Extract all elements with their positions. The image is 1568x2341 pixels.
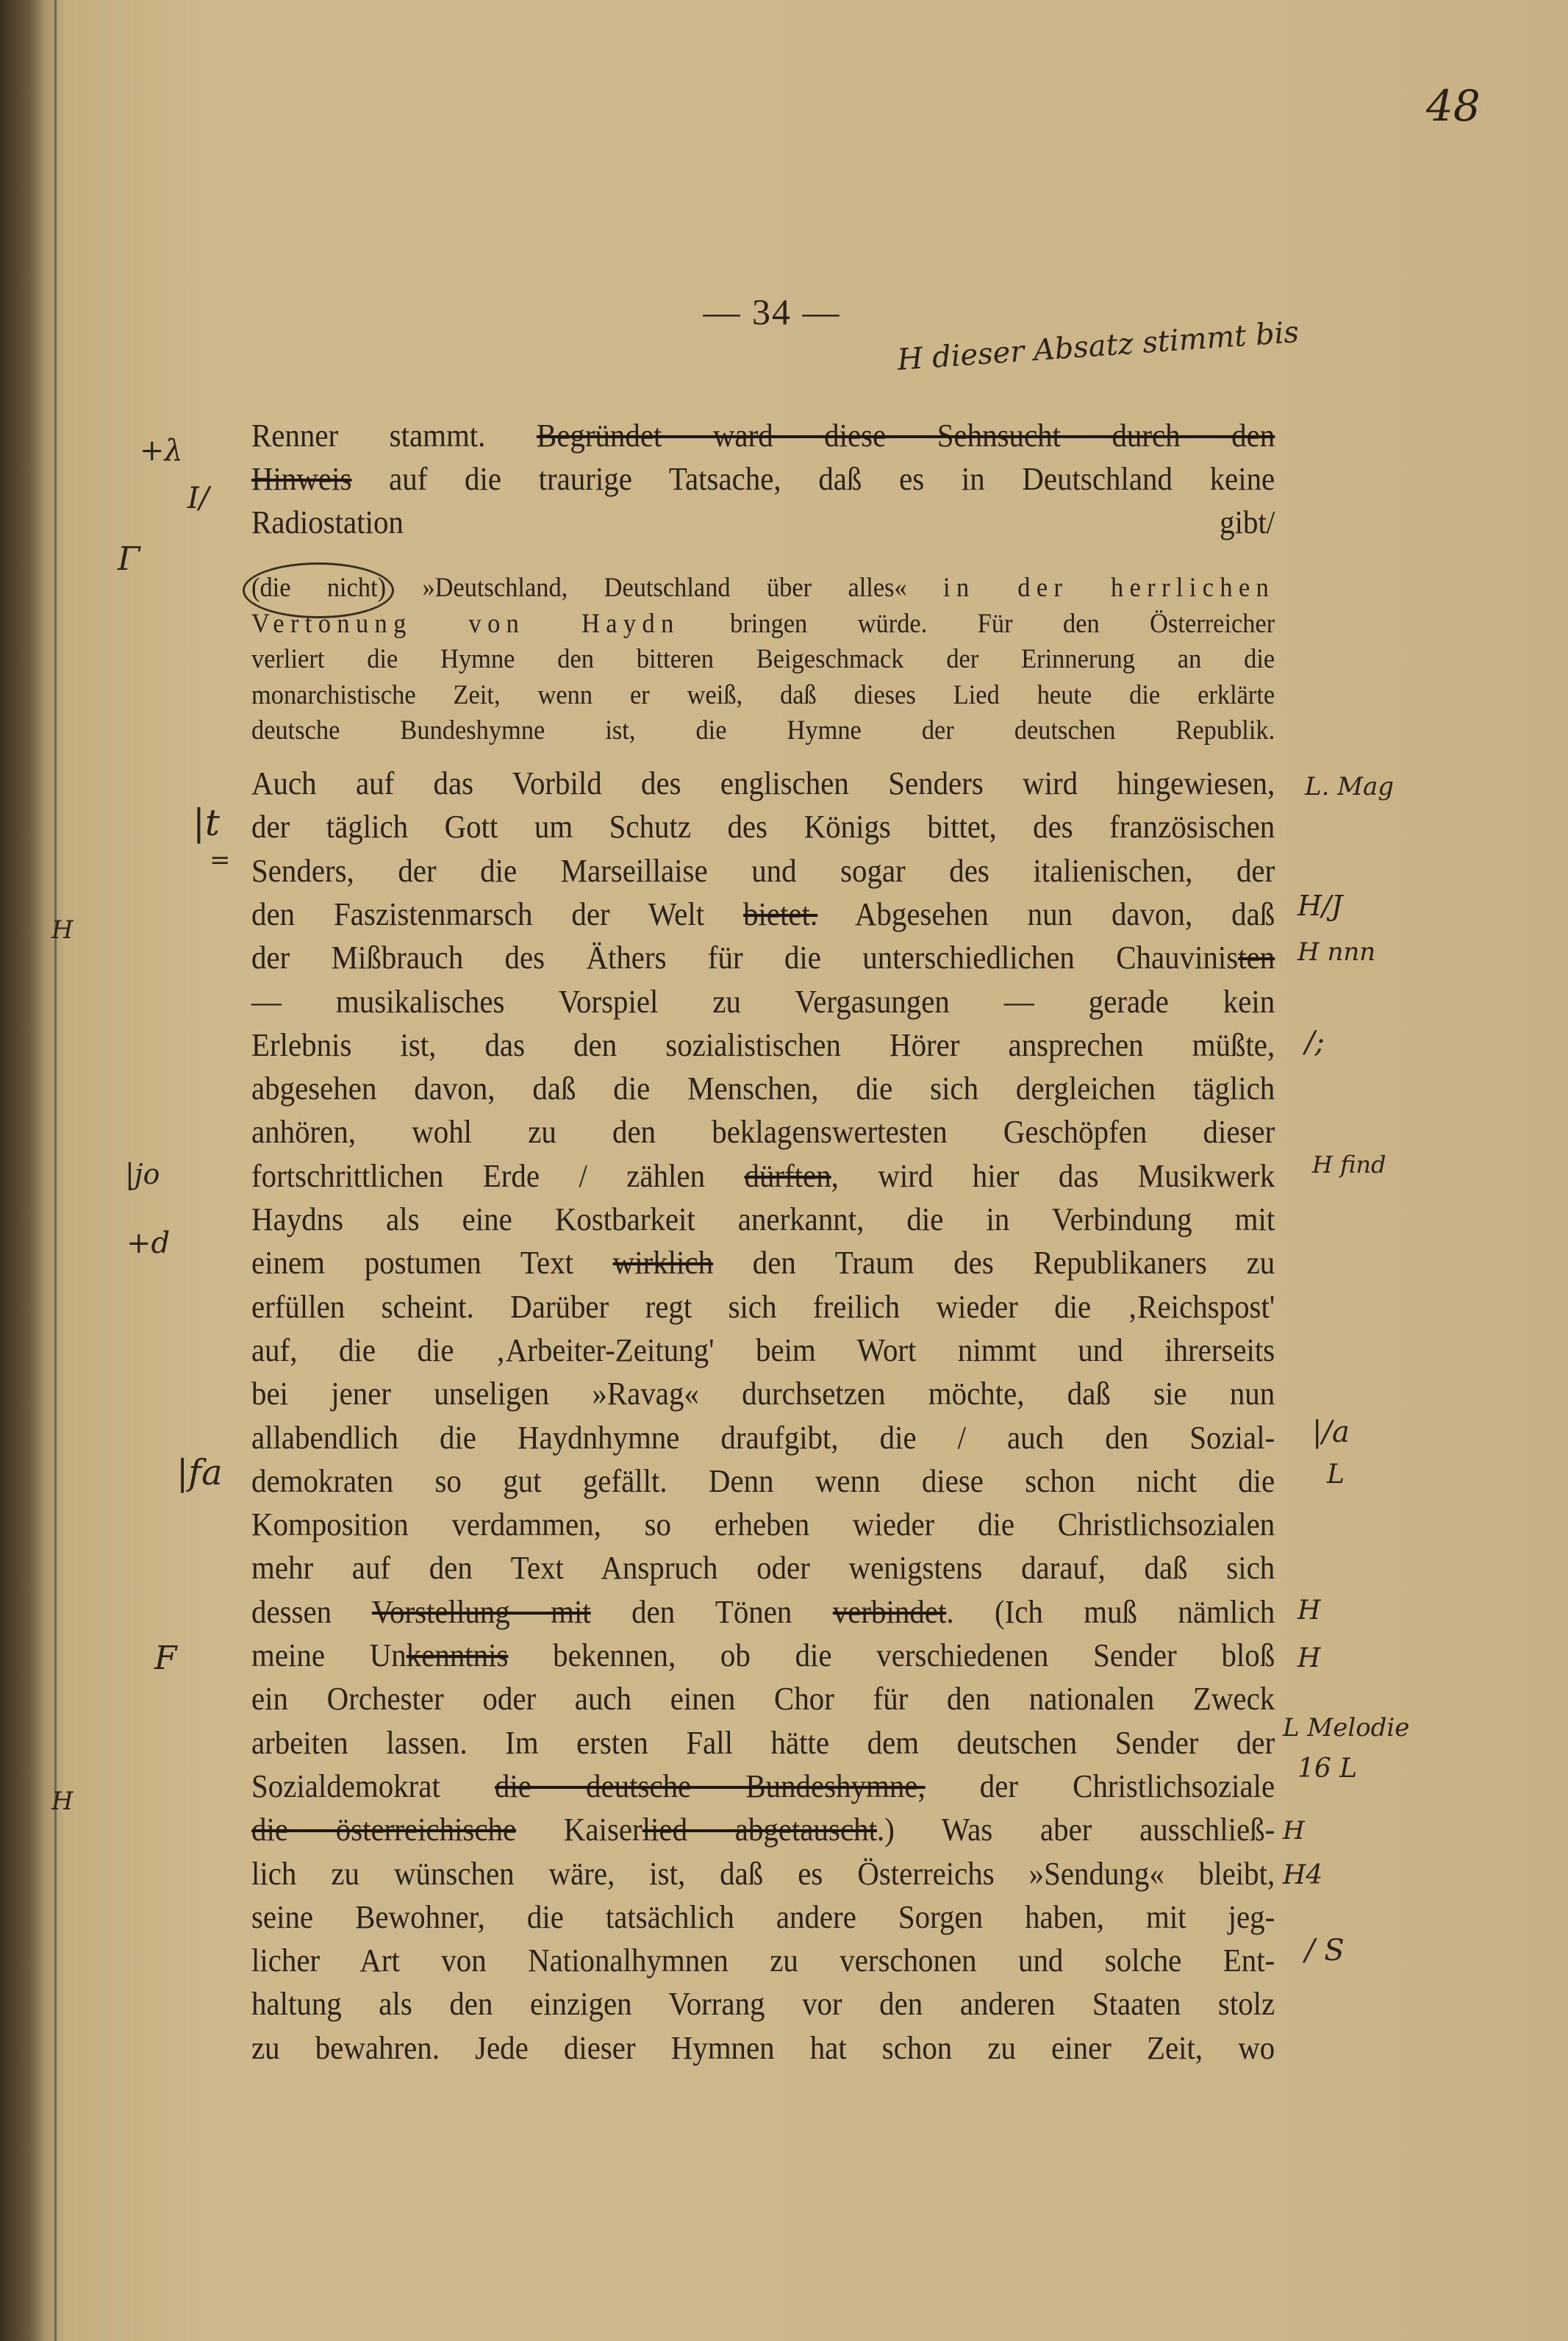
text-segment: bekennen, ob die verschiedenen Sender bloß	[508, 1637, 1275, 1673]
struck-text: Hinweis	[251, 461, 352, 497]
text-line	[251, 850, 1275, 893]
text-line	[251, 1155, 1275, 1198]
struck-text: bietet.	[743, 896, 818, 932]
text-line	[251, 981, 1275, 1023]
text-line	[251, 1198, 1275, 1241]
struck-text: lied abgetauscht	[642, 1812, 877, 1848]
text-line	[251, 2027, 1275, 2070]
text-segment: auf, die die ‚Arbeiter-Zeitung' beim Wort nimmt und ihrerseits	[251, 1332, 1275, 1368]
handwritten-margin-note: L Melodie	[1283, 1713, 1410, 1743]
text-line	[251, 642, 1275, 677]
page-number: — 34 —	[703, 291, 841, 332]
text-line	[251, 1678, 1275, 1720]
text-segment: — musikalisches Vorspiel zu Vergasungen — gerade kein	[251, 983, 1275, 1020]
text-segment: abgesehen davon, daß die Menschen, die sich dergleichen täglich	[251, 1071, 1275, 1107]
handwritten-margin-note: 16 L	[1297, 1754, 1358, 1784]
text-segment: verliert die Hymne den bitteren Beigeschmack der Erinnerung an die	[251, 644, 1275, 674]
text-segment: Renner stammt.	[251, 418, 537, 454]
text-segment: zu bewahren. Jede dieser Hymnen hat schon zu einer Zeit, wo	[251, 2029, 1275, 2066]
binding-edge	[54, 0, 57, 2341]
text-segment: (die nicht) »Deutschland, Deutschland über alles«	[251, 573, 944, 603]
text-segment: in der herrlichen	[943, 573, 1275, 603]
text-segment: bei jener unseligen »Ravag« durchsetzen möchte, daß sie nun	[251, 1376, 1275, 1412]
text-segment: demokraten so gut gefällt. Denn wenn diese schon nicht die	[251, 1462, 1275, 1499]
text-line	[251, 415, 1275, 457]
struck-text: Vorstellung mit	[371, 1593, 591, 1630]
text-segment: der Christlichsoziale	[925, 1768, 1275, 1804]
text-segment: Abgesehen nun davon, daß	[817, 896, 1275, 932]
text-line	[251, 806, 1275, 848]
text-segment: seine Bewohner, die tatsächlich andere Sorgen haben, mit jeg-	[251, 1898, 1275, 1935]
handwritten-margin-note: H	[1297, 1643, 1321, 1673]
text-line	[251, 1242, 1275, 1284]
text-segment: dessen	[251, 1593, 372, 1630]
text-segment: lich zu wünschen wäre, ist, daß es Österreichs »Sendung« bleibt,	[251, 1855, 1275, 1892]
handwritten-margin-note: /;	[1305, 1026, 1325, 1059]
handwritten-margin-note: H find	[1312, 1151, 1386, 1179]
text-line	[251, 893, 1275, 936]
handwritten-margin-note: H/J	[1297, 890, 1343, 922]
text-line	[251, 937, 1275, 979]
text-segment: auf die traurige Tatsache, daß es in Deutschland keine	[351, 461, 1275, 497]
handwritten-margin-note: H	[51, 915, 74, 945]
text-segment: , wird hier das Musikwerk	[831, 1157, 1275, 1194]
handwritten-margin-note: L. Mag	[1305, 772, 1395, 801]
text-line	[251, 678, 1275, 713]
text-line	[251, 607, 1275, 642]
handwritten-margin-note: F	[154, 1640, 177, 1677]
handwritten-margin-note: |jo	[125, 1158, 160, 1190]
text-line	[251, 1591, 1275, 1634]
text-segment: den Tönen	[590, 1593, 833, 1630]
struck-text: kenntnis	[406, 1637, 509, 1673]
handwritten-circle-mark	[243, 562, 394, 618]
text-line	[251, 1983, 1275, 2026]
handwritten-margin-note: H	[51, 1787, 74, 1816]
text-segment: arbeiten lassen. Im ersten Fall hätte dem deutschen Sender der	[251, 1724, 1275, 1761]
handwritten-margin-note: H	[1283, 1816, 1305, 1845]
struck-text: die deutsche Bundeshymne,	[494, 1768, 926, 1804]
text-segment: erfüllen scheint. Darüber regt sich freilich wieder die ‚Reichspost'	[251, 1288, 1275, 1325]
text-line	[251, 1417, 1275, 1459]
text-line	[251, 1111, 1275, 1154]
text-segment: monarchistische Zeit, wenn er weiß, daß dieses Lied heute die erklärte	[251, 679, 1275, 710]
text-segment: meine Un	[251, 1637, 407, 1673]
text-line	[251, 1024, 1275, 1067]
handwritten-margin-note: I/	[187, 482, 210, 515]
text-line	[251, 1547, 1275, 1590]
handwritten-margin-note: |t	[193, 801, 220, 844]
text-line	[251, 458, 1275, 501]
struck-text: ten	[1238, 940, 1275, 976]
text-line	[251, 1853, 1275, 1895]
text-line	[251, 1068, 1275, 1110]
text-segment: Vertonung von Haydn	[251, 608, 680, 639]
text-line	[251, 1722, 1275, 1765]
text-segment: Komposition verdammen, so erheben wieder die Christlichsozialen	[251, 1507, 1275, 1543]
text-segment: .) Was aber ausschließ-	[876, 1812, 1275, 1848]
handwritten-margin-note: L	[1327, 1459, 1345, 1490]
text-segment: allabendlich die Haydnhymne draufgibt, die / auch den Sozial-	[251, 1419, 1275, 1456]
text-segment: haltung als den einzigen Vorrang vor den anderen Staaten stolz	[251, 1986, 1275, 2023]
handwritten-margin-note: H4	[1283, 1860, 1323, 1890]
text-segment: einem postumen Text	[251, 1245, 613, 1282]
struck-text: dürften	[744, 1157, 831, 1194]
text-segment: Kaiser	[516, 1812, 642, 1848]
handwritten-margin-note: / S	[1305, 1934, 1345, 1967]
text-line	[251, 713, 1275, 748]
handwritten-folio-number: 48	[1426, 81, 1481, 131]
text-segment: Auch auf das Vorbild des englischen Senders wird hingewiesen,	[251, 765, 1275, 801]
text-segment: anhören, wohl zu den beklagenswertesten Geschöpfen dieser	[251, 1114, 1275, 1151]
text-segment: . (Ich muß nämlich	[946, 1593, 1275, 1630]
text-segment: Haydns als eine Kostbarkeit anerkannt, die in Verbindung mit	[251, 1201, 1275, 1237]
text-line	[251, 1765, 1275, 1808]
text-line	[251, 1460, 1275, 1503]
handwritten-margin-note: H nnn	[1297, 937, 1376, 967]
text-segment: mehr auf den Text Anspruch oder wenigstens darauf, daß sich	[251, 1550, 1275, 1587]
text-line	[251, 1896, 1275, 1939]
struck-text: wirklich	[612, 1245, 714, 1282]
handwritten-margin-note: |fa	[176, 1452, 223, 1493]
handwritten-margin-note: +d	[126, 1226, 171, 1260]
handwritten-margin-note: H	[1297, 1595, 1321, 1626]
text-segment: der Mißbrauch des Äthers für die unterschiedlichen Chauvinis	[251, 940, 1239, 976]
struck-text: Begründet ward diese Sehnsucht durch den	[536, 418, 1275, 454]
text-segment: licher Art von Nationalhymnen zu verschonen und solche Ent-	[251, 1943, 1275, 1979]
text-line	[251, 1373, 1275, 1415]
text-line	[251, 1504, 1275, 1546]
text-line	[251, 1329, 1275, 1372]
handwritten-header-note: H dieser Absatz stimmt bis	[896, 315, 1300, 378]
text-line	[251, 571, 1275, 606]
text-segment: den Faszistenmarsch der Welt	[251, 896, 744, 932]
text-segment: Sozialdemokrat	[251, 1768, 495, 1804]
text-segment: den Traum des Republikaners zu	[713, 1245, 1275, 1282]
text-line	[251, 762, 1275, 805]
text-segment: fortschrittlichen Erde / zählen	[251, 1157, 745, 1194]
struck-text: die österreichische	[251, 1812, 517, 1848]
text-segment: Senders, der die Marseillaise und sogar des italienischen, der	[251, 852, 1275, 889]
text-line	[251, 1940, 1275, 1982]
text-line	[251, 1809, 1275, 1851]
text-segment: Radiostation gibt/	[251, 504, 1275, 540]
text-line	[251, 1286, 1275, 1329]
text-line	[251, 1634, 1275, 1677]
text-segment: ein Orchester oder auch einen Chor für den nationalen Zweck	[251, 1681, 1275, 1718]
text-line	[251, 501, 1275, 544]
handwritten-margin-note: Γ	[118, 540, 140, 578]
handwritten-margin-note: =	[210, 846, 231, 875]
struck-text: verbindet	[832, 1593, 947, 1630]
text-segment: Erlebnis ist, das den sozialistischen Hörer ansprechen müßte,	[251, 1026, 1275, 1063]
text-segment: bringen würde. Für den Österreicher	[679, 608, 1275, 639]
handwritten-margin-note: +λ	[140, 434, 183, 468]
handwritten-margin-note: |/a	[1312, 1415, 1350, 1449]
text-segment: der täglich Gott um Schutz des Königs bittet, des französischen	[251, 809, 1275, 846]
text-segment: deutsche Bundeshymne ist, die Hymne der deutschen Republik.	[251, 715, 1275, 746]
